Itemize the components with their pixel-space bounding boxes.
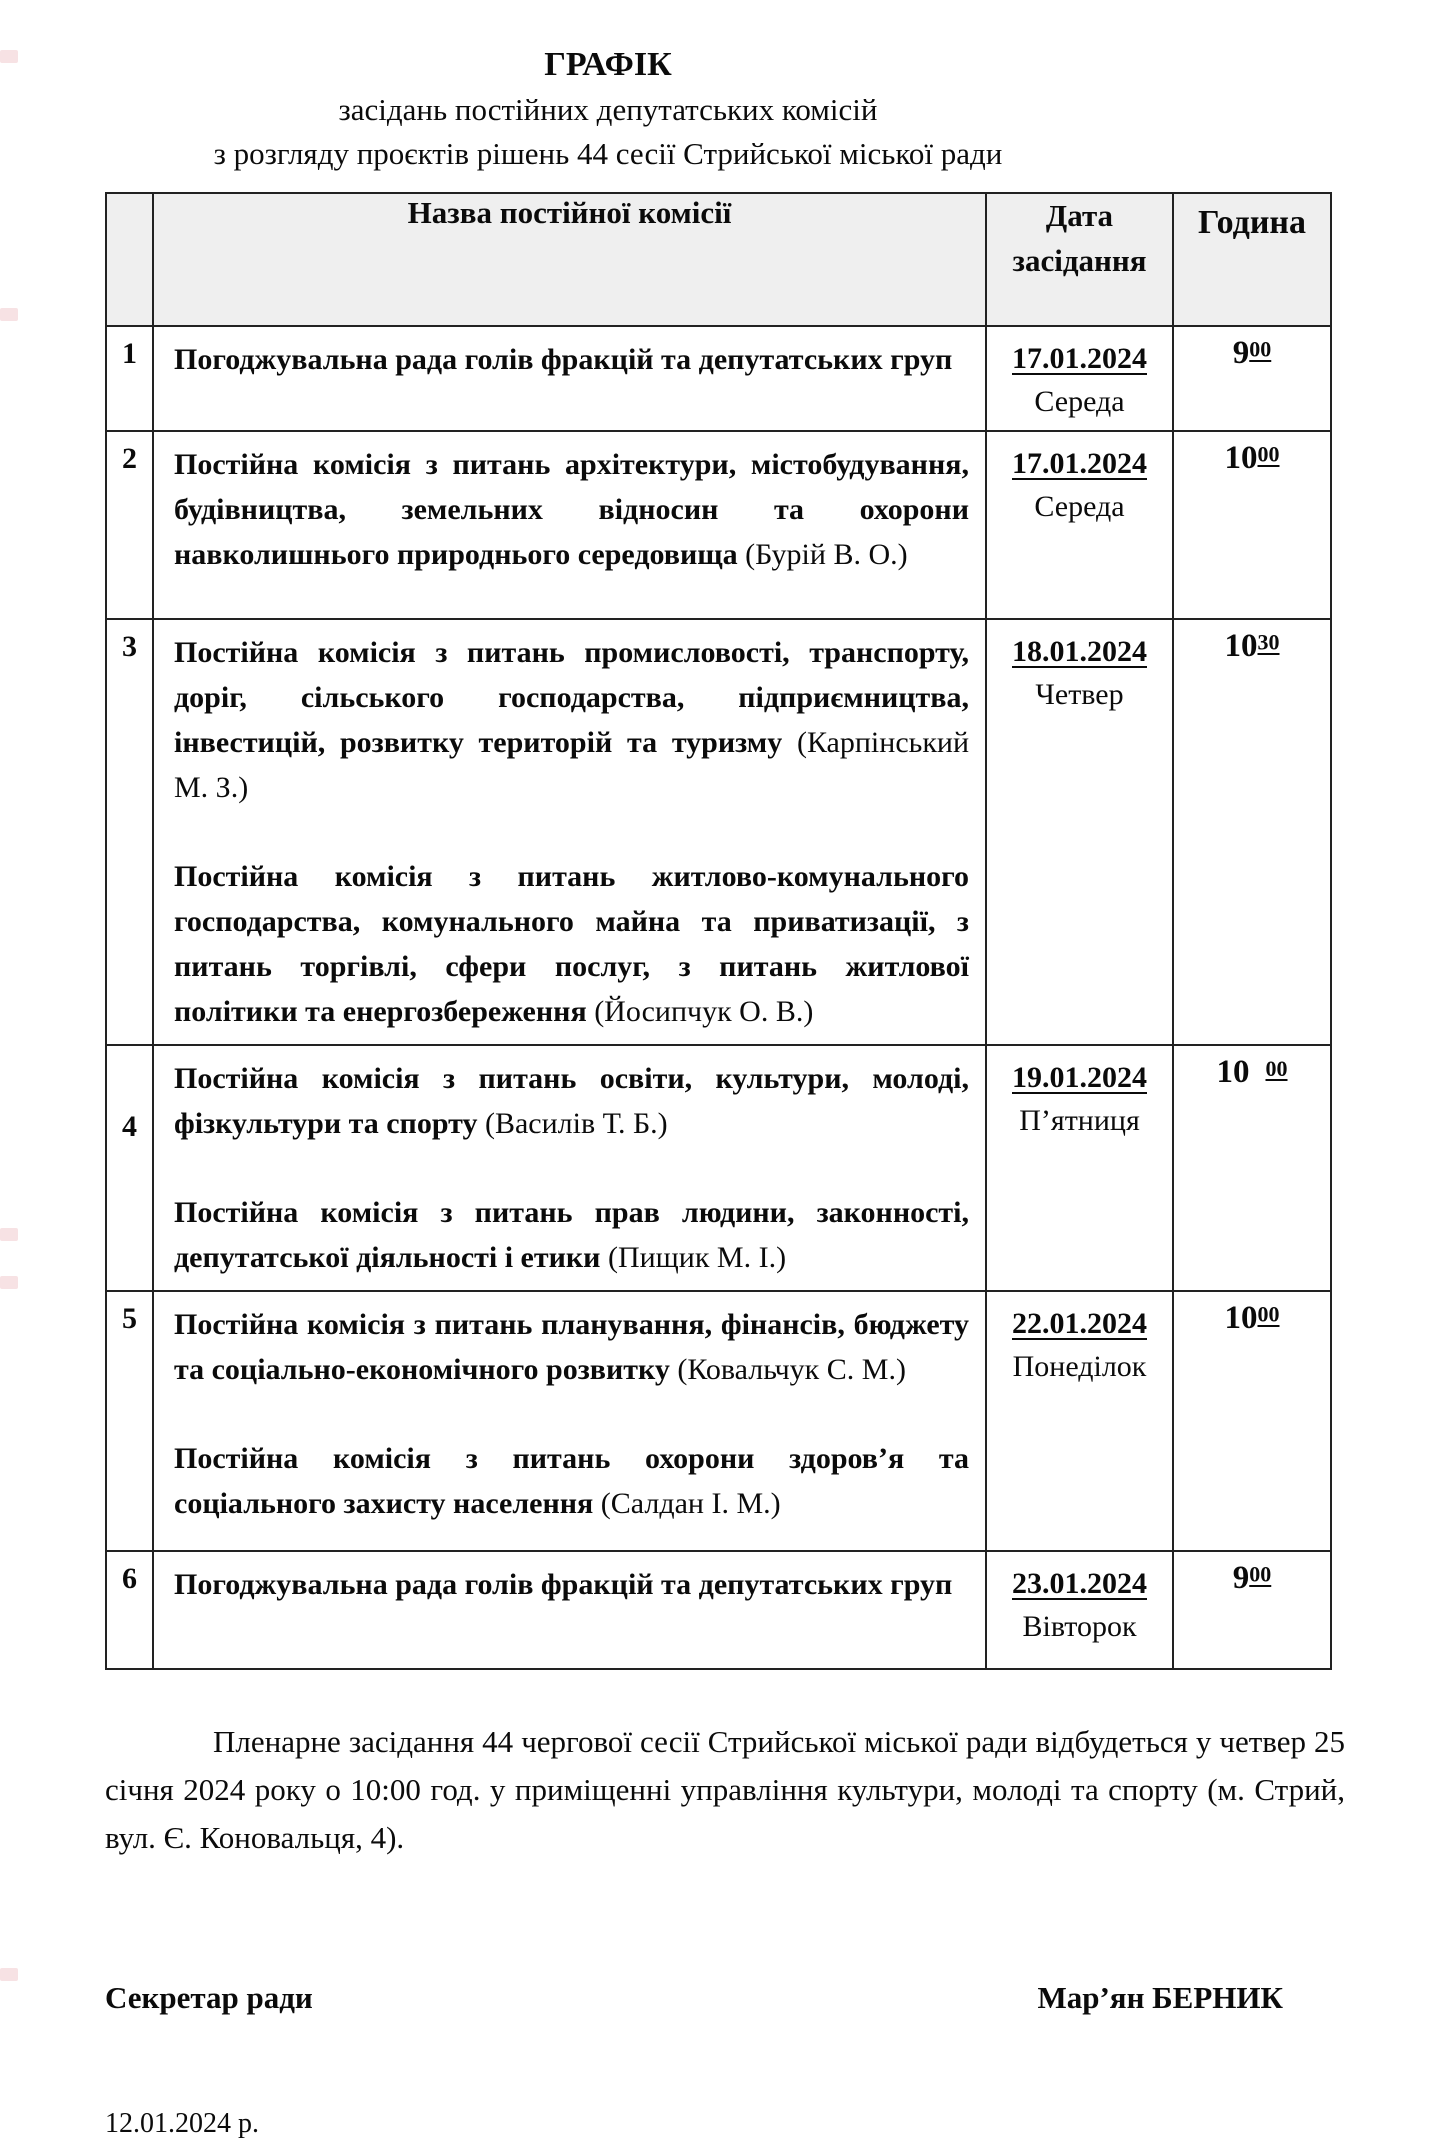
meeting-date-cell	[986, 1291, 1173, 1551]
table-row	[106, 1291, 1331, 1551]
meeting-time-cell	[1173, 619, 1331, 1045]
meeting-date-cell	[986, 326, 1173, 431]
commission-chair: (Ковальчук С. М.)	[677, 1352, 906, 1386]
header-number-cell	[106, 193, 153, 326]
plenary-note: Пленарне засідання 44 чергової сесії Стрийської міської ради відбудеться у четвер 25 січня 2024 року о 10:00 год. у приміщенні управління культури, молоді та спорту (м. Стрий, вул. Є. Коновальця, 4).	[105, 1723, 1345, 1856]
table-row	[106, 619, 1331, 1045]
commission-paragraph: Постійна комісія з питань промисловості, транспорту, доріг, сільського господарства, підприємництва, інвестицій, розвитку територій та туризму (Карпінський М. З.)	[174, 635, 969, 804]
meeting-date: 17.01.2024	[1012, 341, 1147, 375]
meeting-weekday: Середа	[1034, 490, 1125, 524]
row-number: 3	[106, 619, 153, 1045]
meeting-minutes: 00	[1265, 1055, 1288, 1081]
meeting-minutes: 00	[1257, 1301, 1280, 1327]
header-hour: Година	[1173, 193, 1331, 326]
commission-chair: (Василів Т. Б.)	[484, 1106, 668, 1140]
commission-chair: (Карпінський М. З.)	[174, 725, 969, 804]
commission-paragraph: Постійна комісія з питань житлово-комунального господарства, комунального майна та приватизації, з питань торгівлі, сфери послуг, з питань житлової політики та енергозбереження (Йосипчук О. В.)	[174, 859, 969, 1028]
page-title: ГРАФІК	[544, 46, 672, 83]
commission-chair: (Бурій В. О.)	[745, 537, 908, 571]
commission-chair: (Йосипчук О. В.)	[594, 994, 814, 1028]
meeting-hour: 10	[1224, 1299, 1258, 1336]
table-row	[106, 1045, 1331, 1291]
commission-name-cell	[153, 619, 986, 1045]
meeting-date-cell	[986, 1045, 1173, 1291]
meeting-date: 22.01.2024	[1012, 1306, 1147, 1340]
commission-name-cell	[153, 326, 986, 431]
document-heading	[103, 42, 1113, 176]
document-date: 12.01.2024 р.	[105, 2108, 259, 2140]
meeting-minutes: 00	[1257, 441, 1280, 467]
meeting-minutes: 30	[1257, 629, 1280, 655]
commission-paragraph: Постійна комісія з питань освіти, культури, молоді, фізкультури та спорту (Василів Т. Б.)	[174, 1061, 969, 1140]
header-meeting-date: Дата засідання	[986, 193, 1173, 326]
meeting-time-cell	[1173, 326, 1331, 431]
page-subtitle-2: з розгляду проєктів рішень 44 сесії Стрийської міської ради	[213, 135, 1003, 171]
meeting-hour: 10	[1216, 1053, 1250, 1090]
meeting-date: 18.01.2024	[1012, 634, 1147, 668]
meeting-date-cell	[986, 431, 1173, 619]
meeting-weekday: Понеділок	[1012, 1350, 1147, 1384]
meeting-weekday: Середа	[1034, 385, 1125, 419]
commission-paragraph: Постійна комісія з питань планування, фінансів, бюджету та соціально-економічного розвитку (Ковальчук С. М.)	[174, 1307, 969, 1386]
meeting-time-cell	[1173, 431, 1331, 619]
table-header	[106, 193, 1331, 326]
row-number: 6	[106, 1551, 153, 1669]
commission-paragraph: Погоджувальна рада голів фракцій та депутатських груп	[174, 342, 953, 376]
meeting-hour: 9	[1232, 1559, 1250, 1596]
meeting-time-cell	[1173, 1551, 1331, 1669]
signature-role: Секретар ради	[105, 1980, 313, 2016]
header-row	[106, 193, 1331, 326]
commission-name-cell	[153, 1551, 986, 1669]
table-row	[106, 431, 1331, 619]
header-commission-name: Назва постійної комісії	[153, 193, 986, 326]
meeting-weekday: Четвер	[1035, 678, 1124, 712]
table-row	[106, 326, 1331, 431]
meeting-date-cell	[986, 619, 1173, 1045]
meeting-time-cell	[1173, 1291, 1331, 1551]
commission-paragraph: Постійна комісія з питань охорони здоров’я та соціального захисту населення (Салдан І. М.)	[174, 1441, 969, 1520]
schedule-table	[105, 192, 1332, 1670]
commission-chair: (Пищик М. І.)	[607, 1240, 787, 1274]
meeting-hour: 10	[1224, 627, 1258, 664]
table-row	[106, 1551, 1331, 1669]
meeting-date: 23.01.2024	[1012, 1566, 1147, 1600]
row-number: 1	[106, 326, 153, 431]
commission-name-cell	[153, 1291, 986, 1551]
meeting-date-cell	[986, 1551, 1173, 1669]
commission-name-cell	[153, 431, 986, 619]
meeting-weekday: П’ятниця	[1019, 1104, 1140, 1138]
meeting-hour: 10	[1224, 439, 1258, 476]
meeting-minutes: 00	[1249, 1561, 1272, 1587]
row-number: 2	[106, 431, 153, 619]
meeting-date: 17.01.2024	[1012, 446, 1147, 480]
commission-paragraph: Постійна комісія з питань прав людини, законності, депутатської діяльності і етики (Пищик М. І.)	[174, 1195, 969, 1274]
meeting-hour: 9	[1232, 334, 1250, 371]
page-subtitle-1: засідань постійних депутатських комісій	[338, 91, 878, 127]
commission-paragraph: Погоджувальна рада голів фракцій та депутатських груп	[174, 1567, 953, 1601]
commission-name-cell	[153, 1045, 986, 1291]
meeting-minutes: 00	[1249, 336, 1272, 362]
meeting-weekday: Вівторок	[1022, 1610, 1137, 1644]
row-number: 4	[106, 1045, 153, 1291]
meeting-date: 19.01.2024	[1012, 1060, 1147, 1094]
signature-block	[105, 1980, 1345, 2016]
row-number: 5	[106, 1291, 153, 1551]
meeting-time-cell	[1173, 1045, 1331, 1291]
commission-paragraph: Постійна комісія з питань архітектури, містобудування, будівництва, земельних відносин та охорони навколишнього природнього середовища (Бурій В. О.)	[174, 447, 969, 571]
signature-name: Мар’ян БЕРНИК	[1037, 1980, 1283, 2016]
commission-chair: (Салдан І. М.)	[600, 1486, 781, 1520]
